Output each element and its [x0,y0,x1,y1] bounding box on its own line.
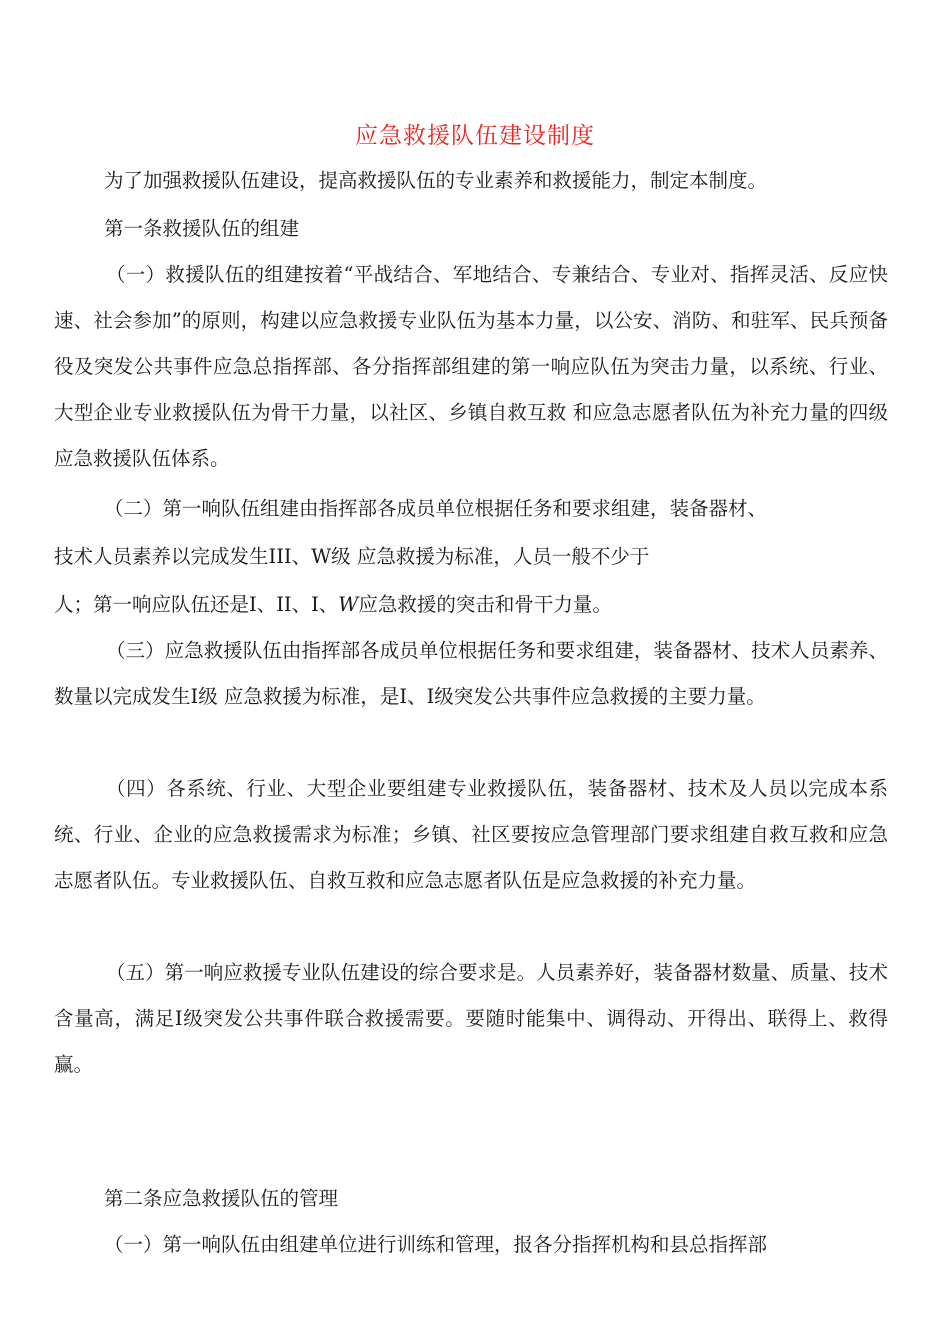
article-1-paragraph-3: （三）应急救援队伍由指挥部各成员单位根据任务和要求组建，装备器材、技术人员素养、数量以完成发生I级 应急救援为标准，是I、I级突发公共事件应急救援的主要力量。 [54,639,888,708]
article-1-heading: 第一条救援队伍的组建 [104,217,300,240]
article-1-paragraph-2-line-3: 人；第一响应队伍还是I、II、I、𝑊应急救援的突击和骨干力量。 [54,593,612,616]
article-1-paragraph-5: （五）第一响应救援专业队伍建设的综合要求是。人员素养好，装备器材数量、质量、技术含量高，满足I级突发公共事件联合救援需要。要随时能集中、调得动、开得出、联得上、救得赢。 [54,961,888,1076]
intro-paragraph: 为了加强救援队伍建设，提高救援队伍的专业素养和救援能力，制定本制度。 [104,169,768,192]
article-1-paragraph-2-line-2: 技术人员素养以完成发生III、W级 应急救援为标准，人员一般不少于 [54,545,650,568]
article-1-paragraph-4: （四）各系统、行业、大型企业要组建专业救援队伍，装备器材、技术及人员以完成本系统、行业、企业的应急救援需求为标准；乡镇、社区要按应急管理部门要求组建自救互救和应急志愿者队伍。专业救援队伍、自救互救和应急志愿者队伍是应急救援的补充力量。 [54,777,888,892]
article-1-paragraph-1: （一）救援队伍的组建按着“平战结合、军地结合、专兼结合、专业对、指挥灵活、反应快速、社会参加”的原则，构建以应急救援专业队伍为基本力量，以公安、消防、和驻军、民兵预备役及突发公共事件应急总指挥部、各分指挥部组建的第一响应队伍为突击力量，以系统、行业、大型企业专业救援队伍为骨干力量，以社区、乡镇自救互救 和应急志愿者队伍为补充力量的四级应急救援队伍体系。 [54,263,888,470]
article-1-paragraph-2-line-1: （二）第一响队伍组建由指挥部各成员单位根据任务和要求组建，装备器材、 [104,497,768,520]
article-2-paragraph-1: （一）第一响队伍由组建单位进行训练和管理，报各分指挥机构和县总指挥部 [104,1233,768,1256]
document-title: 应急救援队伍建设制度 [355,123,595,149]
article-2-heading: 第二条应急救援队伍的管理 [104,1187,339,1210]
